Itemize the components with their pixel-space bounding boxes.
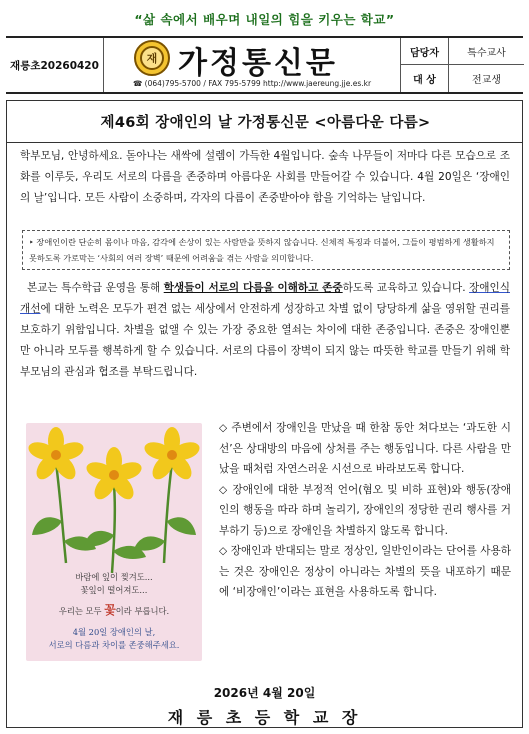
guideline-item: ◇ 장애인에 대한 부정적 언어(혐오 및 비하 표현)와 행동(장애인의 행동을 따라 하며 놀리기, 장애인의 정당한 권리 행사를 거부하기 등)으로 장애인을 차별하지 않도록 합니다. <box>219 483 511 537</box>
guidelines-list <box>219 418 511 603</box>
document-title: 제46회 장애인의 날 가정통신문 <아름다운 다름> <box>100 115 431 131</box>
stem <box>164 463 172 563</box>
poster-text: 우리는 모두 <box>58 606 105 616</box>
school-slogan: “삶 속에서 배우며 내일의 힘을 키우는 학교” <box>134 12 395 27</box>
leaf <box>32 517 62 535</box>
stem <box>56 463 66 563</box>
stem <box>112 485 115 573</box>
meta-key: 대 상 <box>401 65 449 92</box>
poster-line <box>26 601 202 618</box>
school-principal: 재 릉 초 등 학 교 장 <box>167 708 362 727</box>
definition-notice: ‣ 장애인이란 단순히 몸이나 마음, 감각에 손상이 있는 사람만을 뜻하지 않습니다. 신체적 특징과 더불어, 그들이 평범하게 생활하지 못하도록 가로막는 ‘사회의 여러 장벽’ 때문에 어려움을 겪는 사람을 의미합니다. <box>22 230 510 270</box>
contact-info: ☎ (064)795-5700 / FAX 795-5799 http://www.jaereung.jje.es.kr <box>132 79 372 88</box>
leaf <box>134 536 165 550</box>
school-paragraph <box>20 278 510 383</box>
meta-value: 전교생 <box>472 75 501 86</box>
issue-date: 2026년 4월 20일 <box>213 686 316 700</box>
poster-line: 서로의 다름과 차이를 존중해주세요. <box>48 640 180 650</box>
document-number: 재릉초20260420 <box>6 38 104 92</box>
underlined-term: 장애인식개선 <box>20 282 510 315</box>
para-text: 에 대한 노력은 모두가 편견 없는 세상에서 안전하게 성장하고 차별 없이 당당하게 삶을 영위할 권리를 보호하기 위함입니다. 차별을 없앨 수 있는 가장 중요한 열쇠는 차이에 대한 존중입니다. 존중은 장애인뿐만 아니라 모두를 행복하게 할 수 있습니다. 서로의 다름이 장벽이 되지 않는 따뜻한 학교를 만들기 위해 학부모님의 관심과 협조를 부탁드립니다. <box>20 303 510 378</box>
poster-line: 4월 20일 장애인의 날, <box>72 627 156 637</box>
masthead <box>104 38 400 92</box>
meta-key: 담당자 <box>401 38 449 64</box>
para-text: 하도록 교육하고 있습니다. <box>342 282 470 294</box>
guideline-item: ◇ 장애인과 반대되는 말로 정상인, 일반인이라는 단어를 사용하는 것은 장애인은 정상이 아니라는 차별의 뜻을 내포하기 때문에 ‘비장애인’이라는 표현을 사용하도록 합니다. <box>219 545 511 598</box>
leaf <box>84 531 114 547</box>
title-box <box>6 100 523 143</box>
emphasis-text: 학생들이 서로의 다름을 이해하고 존중 <box>163 282 343 294</box>
flower <box>142 427 202 483</box>
leaf <box>167 517 196 535</box>
poster-line: 꽃잎이 떨어져도... <box>80 585 148 595</box>
logo-mark: 재 <box>140 46 164 70</box>
meta-value: 특수교사 <box>467 47 506 59</box>
para-text: 본교는 특수학급 운영을 통해 <box>26 282 164 294</box>
poster-highlight: 꽃 <box>104 603 116 617</box>
meta-row-manager <box>401 38 524 65</box>
flower-poster-image <box>26 423 202 661</box>
masthead-header <box>6 36 523 94</box>
school-logo-icon <box>134 40 170 76</box>
newsletter-title: 가정통신문 <box>178 46 338 81</box>
flower <box>26 427 86 483</box>
meta-table <box>400 38 523 92</box>
intro-paragraph: 학부모님, 안녕하세요. 돋아나는 새싹에 설렘이 가득한 4월입니다. 숲속 나무들이 저마다 다른 모습으로 조화를 이루듯, 우리도 서로의 다름을 존중하며 아름다운 사회를 만들어갈 수 있습니다. 4월 20일은 ‘장애인의 날’입니다. 모든 사람이 소중하며, 각자의 다름이 존중받아야 함을 기억하는 날입니다. <box>20 150 510 204</box>
guideline-item: ◇ 주변에서 장애인을 만났을 때 한참 동안 쳐다보는 ‘과도한 시선’은 상대방의 마음에 상처를 주는 행동입니다. 다른 사람을 만났을 때처럼 자연스러운 시선으로 바라보도록 합니다. <box>219 422 511 475</box>
poster-line: 바람에 잎이 찢겨도... <box>75 572 153 582</box>
poster-text: 이라 부릅니다. <box>115 606 170 616</box>
meta-row-target <box>401 65 524 92</box>
